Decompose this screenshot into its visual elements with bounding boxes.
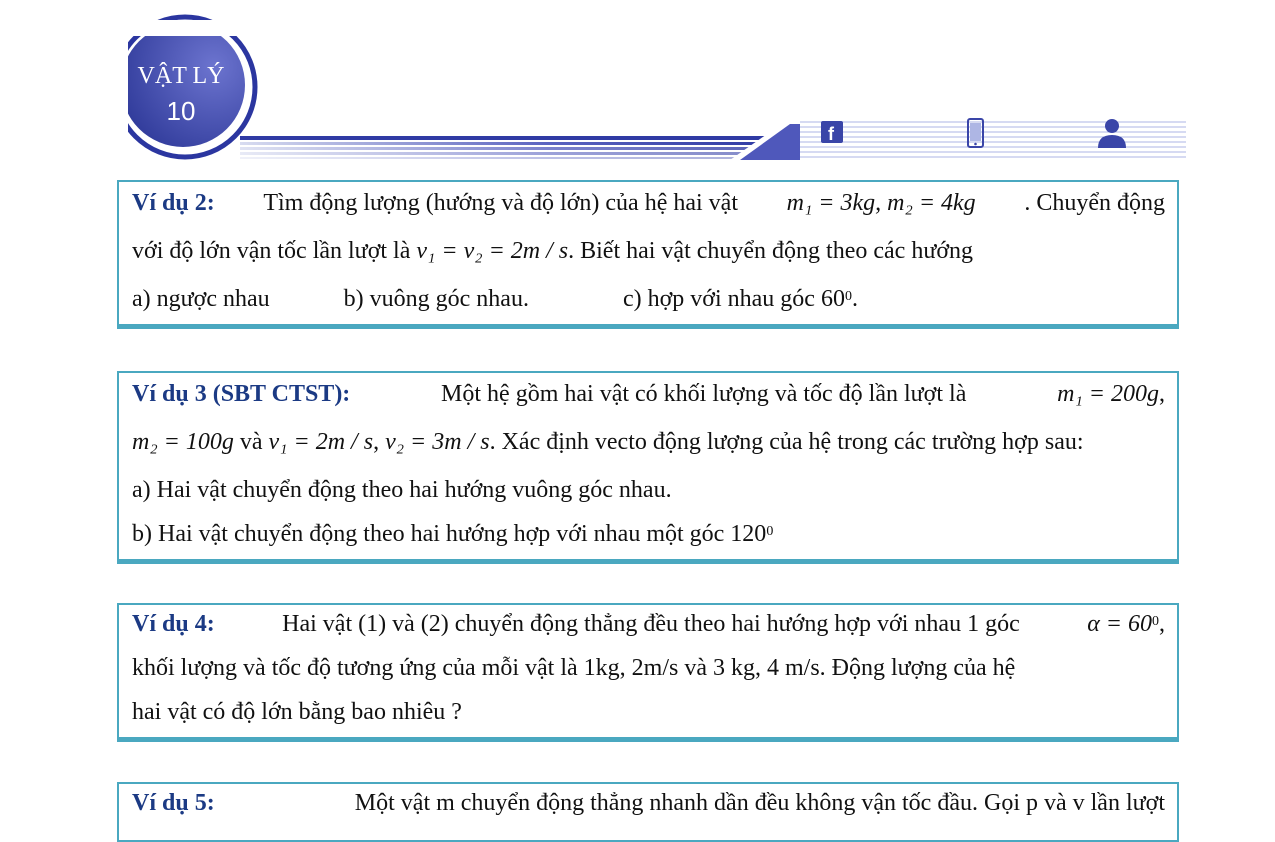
example-4-box bbox=[117, 603, 1179, 742]
example-text: Một vật m chuyển động thẳng nhanh dần đều không vận tốc đầu. Gọi p và v lần lượt bbox=[354, 790, 1165, 816]
example-label: Ví dụ 4: bbox=[132, 611, 215, 637]
example-text: Một hệ gồm hai vật có khối lượng và tốc độ lần lượt là bbox=[441, 381, 967, 407]
example-3-line-2: m₂ = 100g và v₁ = 2m / s, v₂ = 3m / s. Xác định vecto động lượng của hệ trong các trường hợp sau: bbox=[132, 429, 1084, 455]
example-text: . Chuyển động bbox=[1024, 190, 1165, 216]
example-4-line-2: khối lượng và tốc độ tương ứng của mỗi vật là 1kg, 2m/s và 3 kg, 4 m/s. Động lượng của hệ bbox=[132, 655, 1016, 681]
example-4-line-1: Ví dụ 4: Hai vật (1) và (2) chuyển động thẳng đều theo hai hướng hợp với nhau 1 góc $\alpha = 60^0$, bbox=[132, 611, 1165, 637]
formula: m₁ = 200g bbox=[1057, 381, 1159, 407]
example-text: . Xác định vecto động lượng của hệ trong các trường hợp sau: bbox=[489, 429, 1084, 455]
example-label: Ví dụ 2: bbox=[132, 190, 215, 216]
example-label: Ví dụ 3 (SBT CTST): bbox=[132, 381, 351, 407]
option-b: b) Hai vật chuyển động theo hai hướng hợp với nhau một góc $120^0$ bbox=[132, 521, 774, 547]
formula: v₁ = v₂ = 2m / s bbox=[416, 238, 569, 264]
svg-text:f: f bbox=[828, 124, 834, 144]
badge-title: VẬT LÝ bbox=[137, 63, 225, 89]
example-text: . Biết hai vật chuyển động theo các hướng bbox=[568, 238, 974, 264]
header-banner bbox=[0, 0, 1275, 180]
example-5-box bbox=[117, 782, 1179, 842]
badge-number: 10 bbox=[166, 96, 196, 126]
example-5-line-1 bbox=[132, 788, 1165, 818]
option-c: c) hợp với nhau góc $60^0$. bbox=[622, 286, 858, 312]
example-3-line-1: Ví dụ 3 (SBT CTST): Một hệ gồm hai vật có khối lượng và tốc độ lần lượt là m₁ = 200g, bbox=[132, 381, 1165, 407]
option-b: b) vuông góc nhau. bbox=[343, 286, 529, 312]
formula: m₂ = 100g bbox=[132, 429, 234, 455]
formula: α = 60 bbox=[1087, 611, 1152, 637]
example-label: Ví dụ 5: bbox=[132, 790, 215, 816]
example-text: và bbox=[239, 429, 263, 455]
banner-graphic bbox=[0, 0, 1275, 180]
example-3-box bbox=[117, 371, 1179, 564]
example-2-options bbox=[132, 284, 1165, 314]
option-a: a) ngược nhau bbox=[132, 286, 270, 312]
example-2-line-2 bbox=[132, 236, 1165, 266]
formula: v₂ = 3m / s bbox=[385, 429, 490, 455]
example-text: Hai vật (1) và (2) chuyển động thẳng đều theo hai hướng hợp với nhau 1 góc bbox=[282, 611, 1020, 637]
option-a: a) Hai vật chuyển động theo hai hướng vuông góc nhau. bbox=[132, 477, 672, 503]
example-4-line-3: hai vật có độ lớn bằng bao nhiêu ? bbox=[132, 699, 462, 725]
formula: m₁ = 3kg, m₂ = 4kg bbox=[786, 190, 976, 216]
example-text: Tìm động lượng (hướng và độ lớn) của hệ hai vật bbox=[263, 190, 738, 216]
example-2-box bbox=[117, 180, 1179, 329]
formula: v₁ = 2m / s bbox=[268, 429, 374, 455]
example-text: với độ lớn vận tốc lần lượt là bbox=[132, 238, 411, 264]
example-2-line-1 bbox=[132, 188, 1165, 218]
